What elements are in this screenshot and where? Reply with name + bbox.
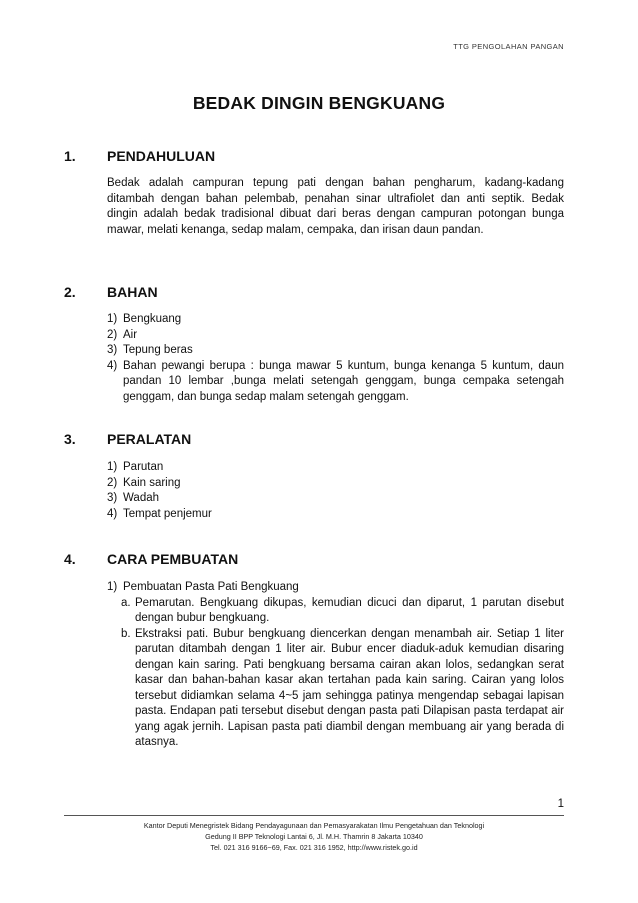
sublist-marker: b.: [121, 627, 131, 640]
section-number: 3.: [64, 431, 76, 447]
section-heading: [64, 429, 564, 449]
section-number: 2.: [64, 284, 76, 300]
sublist-item-text: Ekstraksi pati. Bubur bengkuang diencerkan dengan menambah air. Setiap 1 liter parutan ditambah dengan 1 liter air. Bubur encer diaduk-aduk kemudian disaring dengan kain saring. Pati bengkuang bersama cairan akan lolos, sedangkan serat kasar dan bahan-bahan kasar akan tertahan pada kain saring. Cairan yang lolos tersebut didiamkan selama 4~5 jam sehingga patinya mengendap sebagai lapisan pasta. Endapan pati tersebut disebut dengan pasta pati Dilapisan pasta terdapat air yang agak jernih. Lapisan pasta pati diambil dengan membuang air yang berada di atasnya.: [135, 627, 564, 748]
list-item-text: Parutan: [123, 461, 164, 473]
equipment-list: [107, 460, 564, 522]
list-item: [107, 343, 564, 359]
list-marker: 3): [107, 344, 118, 356]
sublist-item: [107, 627, 564, 751]
list-marker: 2): [107, 476, 118, 489]
section-body: [107, 176, 564, 238]
list-marker: 1): [107, 461, 118, 473]
list-item-text: Tempat penjemur: [123, 507, 212, 520]
section-number: 1.: [64, 148, 76, 164]
section-heading: [64, 146, 564, 166]
list-marker: 3): [107, 492, 118, 504]
page-number: 1: [557, 798, 564, 810]
list-item: [107, 580, 564, 596]
list-item-text: Pembuatan Pasta Pati Bengkuang: [123, 581, 299, 593]
list-item: [107, 491, 564, 507]
section-body: [107, 460, 564, 522]
footer-line: Gedung II BPP Teknologi Lantai 6, Jl. M.H. Thamrin 8 Jakarta 10340: [205, 832, 423, 841]
footer-line: Tel. 021 316 9166~69, Fax. 021 316 1952, http://www.ristek.go.id: [210, 843, 418, 852]
section-bahan: [64, 282, 564, 405]
list-marker: 1): [107, 313, 118, 325]
list-item-text: Bengkuang: [123, 313, 182, 325]
list-item: [107, 460, 564, 476]
section-title: PERALATAN: [107, 431, 192, 447]
list-item: [107, 328, 564, 344]
list-item-text: Tepung beras: [123, 344, 193, 356]
list-item: [107, 507, 564, 523]
section-number: 4.: [64, 551, 76, 567]
procedure-list: [107, 580, 564, 596]
document-title: BEDAK DINGIN BENGKUANG: [192, 93, 446, 113]
list-marker: 2): [107, 328, 118, 341]
page-footer: [64, 820, 564, 853]
section-title: PENDAHULUAN: [107, 148, 216, 164]
sublist-item: [107, 596, 564, 627]
section-heading: [64, 549, 564, 569]
footer-divider: [64, 815, 564, 816]
running-header: TTG PENGOLAHAN PANGAN: [453, 42, 564, 51]
ingredient-list: [107, 312, 564, 405]
section-peralatan: [64, 429, 564, 522]
section-heading: [64, 282, 564, 302]
section-body: [107, 312, 564, 405]
sublist-item-text: Pemarutan. Bengkuang dikupas, kemudian dicuci dan diparut, 1 parutan disebut dengan bubur bengkuang.: [135, 596, 564, 624]
section-body: [107, 580, 564, 751]
list-item: [107, 476, 564, 492]
intro-paragraph: Bedak adalah campuran tepung pati dengan bahan pengharum, kadang-kadang ditambah dengan bahan pelembab, penahan sinar ultrafiolet dan anti septik. Bedak dingin adalah bedak tradisional dibuat dari beras dengan campuran potongan bunga mawar, melati kenanga, sedap malam, cempaka, dan irisan daun pandan.: [107, 177, 564, 236]
list-item-text: Kain saring: [123, 476, 181, 489]
list-item-text: Wadah: [123, 492, 160, 504]
section-title: CARA PEMBUATAN: [107, 551, 239, 567]
section-title: BAHAN: [107, 284, 158, 300]
section-cara-pembuatan: [64, 549, 564, 751]
list-marker: 4): [107, 507, 118, 520]
list-item: [107, 359, 564, 406]
list-item: [107, 312, 564, 328]
list-item-text: Bahan pewangi berupa : bunga mawar 5 kuntum, bunga kenanga 5 kuntum, daun pandan 10 lembar ,bunga melati setengah genggam, bunga cempaka setengah genggam, dan bunga sedap malam setengah genggam.: [123, 359, 564, 403]
section-pendahuluan: [64, 146, 564, 238]
procedure-sublist: [107, 596, 564, 751]
sublist-marker: a.: [121, 596, 131, 609]
list-marker: 4): [107, 359, 118, 372]
list-item-text: Air: [123, 328, 138, 341]
list-marker: 1): [107, 581, 118, 593]
footer-line: Kantor Deputi Menegristek Bidang Pendayagunaan dan Pemasyarakatan Ilmu Pengetahuan dan Teknologi: [143, 821, 485, 830]
